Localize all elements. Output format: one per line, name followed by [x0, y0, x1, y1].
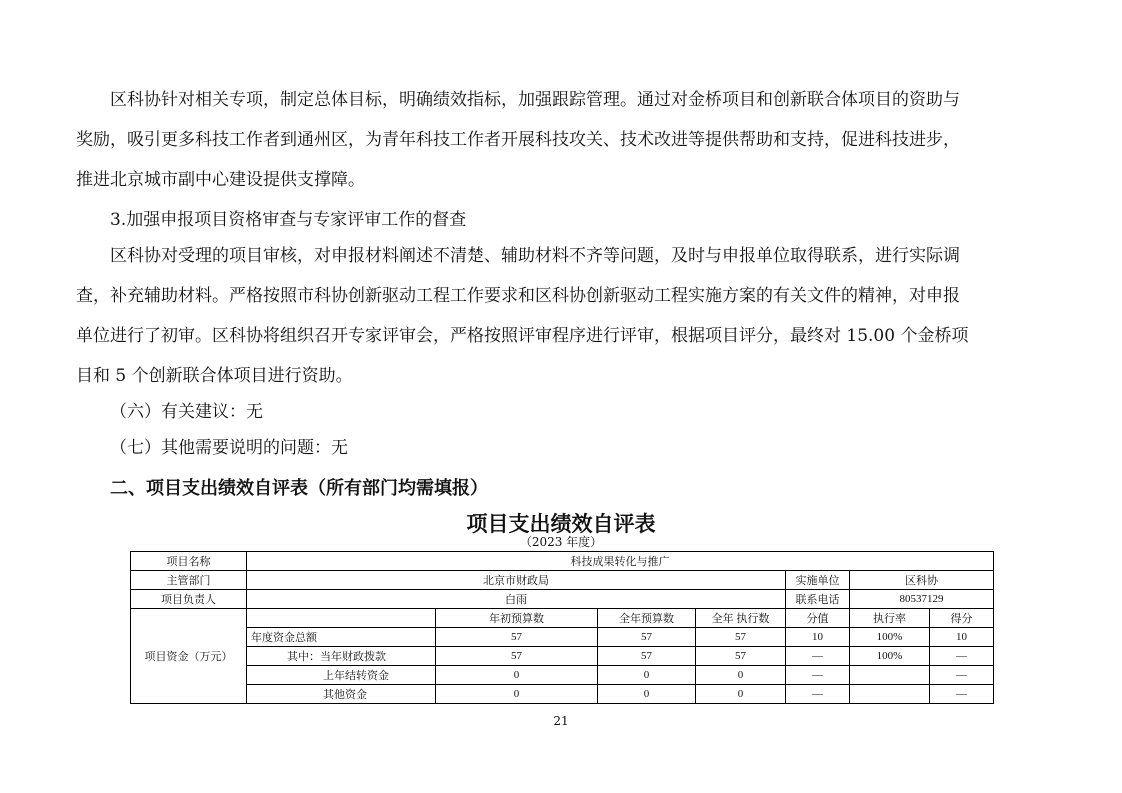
label-dept: 主管部门	[131, 571, 247, 590]
header-cell: 年初预算数	[436, 609, 598, 628]
table-cell: 10	[930, 628, 994, 647]
page-number: 21	[553, 714, 569, 728]
header-cell: 全年 执行数	[696, 609, 786, 628]
paragraph-review	[76, 236, 1080, 396]
table-row	[131, 628, 994, 647]
label-impl-unit: 实施单位	[786, 571, 850, 590]
label-leader: 项目负责人	[131, 590, 247, 609]
table-cell	[850, 685, 930, 704]
header-cell: 执行率	[850, 609, 930, 628]
header-cell: 分值	[786, 609, 850, 628]
header-cell: 全年预算数	[598, 609, 696, 628]
table-cell: 10	[786, 628, 850, 647]
table-cell: 57	[696, 628, 786, 647]
table-cell: 0	[696, 685, 786, 704]
table-cell: 0	[598, 685, 696, 704]
heading-review-supervision: 3.加强申报项目资格审查与专家评审工作的督查	[110, 210, 467, 230]
text-line: 区科协针对相关专项，制定总体目标，明确绩效指标，加强跟踪管理。通过对金桥项目和创新联合体项目的资助与	[110, 90, 960, 110]
table-row	[131, 590, 994, 609]
label-funds: 项目资金（万元）	[131, 609, 247, 704]
table-row	[131, 571, 994, 590]
table-cell: —	[786, 666, 850, 685]
table-cell: —	[930, 685, 994, 704]
table-cell: —	[786, 647, 850, 666]
table-cell: 0	[436, 666, 598, 685]
table-title: 项目支出绩效自评表	[466, 512, 656, 536]
table-cell: 0	[598, 666, 696, 685]
text-line: 区科协对受理的项目审核，对申报材料阐述不清楚、辅助材料不齐等问题，及时与申报单位取得联系，进行实际调	[110, 246, 960, 266]
value-dept: 北京市财政局	[247, 571, 786, 590]
table-subtitle: （2023 年度）	[519, 535, 603, 549]
row-label: 其中：当年财政拨款	[247, 647, 436, 666]
table-cell: 57	[436, 628, 598, 647]
header-blank	[247, 609, 436, 628]
value-impl-unit: 区科协	[850, 571, 994, 590]
table-cell: 57	[436, 647, 598, 666]
value-project-name: 科技成果转化与推广	[247, 552, 994, 571]
section-title: 二、项目支出绩效自评表（所有部门均需填报）	[110, 478, 488, 499]
table-cell: 0	[696, 666, 786, 685]
row-label: 上年结转资金	[247, 666, 436, 685]
table-cell: —	[930, 666, 994, 685]
item-suggestions: （六）有关建议：无	[110, 402, 263, 422]
table-cell: 100%	[850, 628, 930, 647]
table-row	[131, 647, 994, 666]
label-project-name: 项目名称	[131, 552, 247, 571]
performance-table	[130, 551, 994, 704]
table-cell: 57	[696, 647, 786, 666]
table-cell: 100%	[850, 647, 930, 666]
header-cell: 得分	[930, 609, 994, 628]
value-leader: 白雨	[247, 590, 786, 609]
label-phone: 联系电话	[786, 590, 850, 609]
row-label: 年度资金总额	[247, 628, 436, 647]
row-label: 其他资金	[247, 685, 436, 704]
paragraph-goals	[76, 80, 1080, 200]
table-cell: 57	[598, 647, 696, 666]
value-phone: 80537129	[850, 590, 994, 609]
table-row	[131, 609, 994, 628]
text-line: 查，补充辅助材料。严格按照市科协创新驱动工程工作要求和区科协创新驱动工程实施方案的有关文件的精神，对申报	[76, 286, 960, 306]
text-line: 目和 5 个创新联合体项目进行资助。	[76, 366, 353, 386]
table-cell: 57	[598, 628, 696, 647]
text-line: 推进北京城市副中心建设提供支撑障。	[76, 170, 365, 190]
table-cell: —	[930, 647, 994, 666]
table-row	[131, 666, 994, 685]
text-line: 奖励，吸引更多科技工作者到通州区，为青年科技工作者开展科技攻关、技术改进等提供帮助和支持，促进科技进步，	[76, 130, 960, 150]
table-row	[131, 685, 994, 704]
table-cell	[850, 666, 930, 685]
text-line: 单位进行了初审。区科协将组织召开专家评审会，严格按照评审程序进行评审，根据项目评分，最终对 15.00 个金桥项	[76, 326, 969, 346]
table-cell: 0	[436, 685, 598, 704]
item-other-issues: （七）其他需要说明的问题：无	[110, 438, 348, 458]
table-row	[131, 552, 994, 571]
table-cell: —	[786, 685, 850, 704]
